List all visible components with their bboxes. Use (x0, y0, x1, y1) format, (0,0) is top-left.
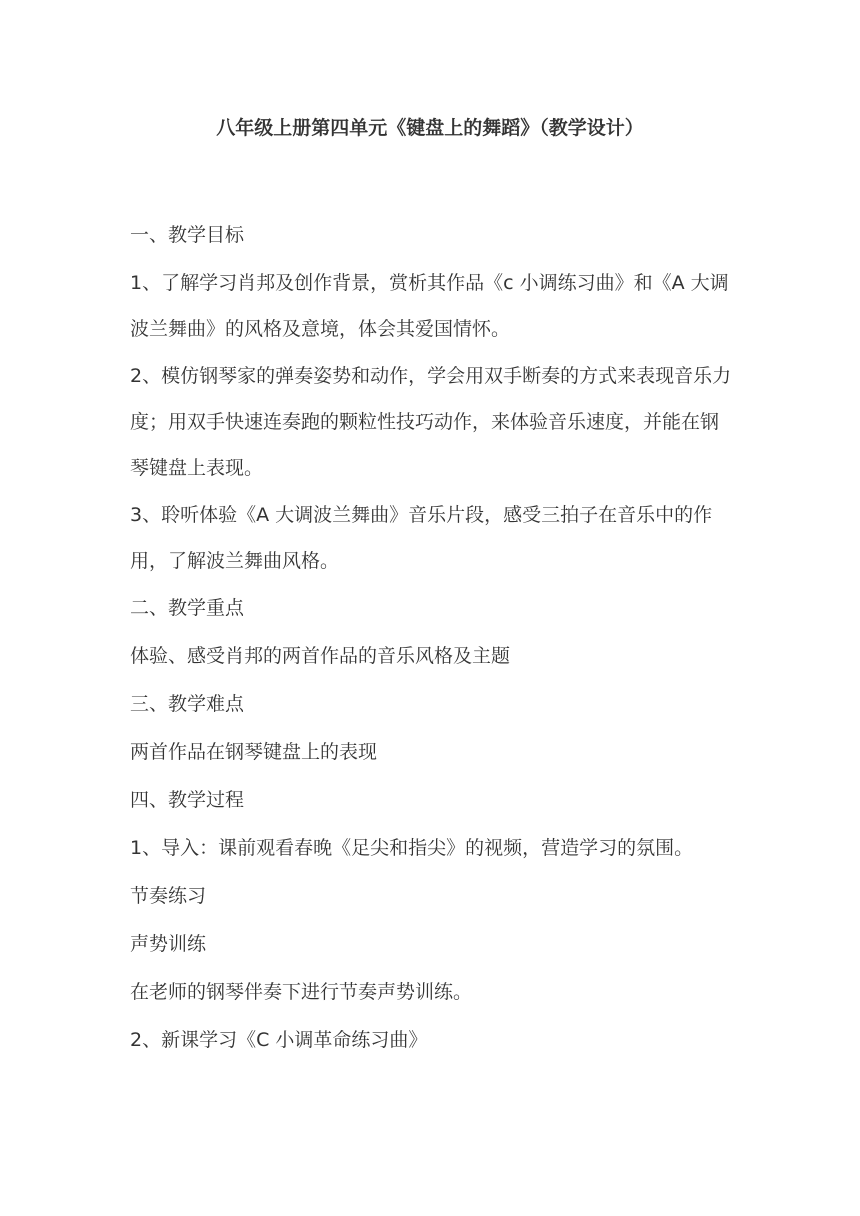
section-heading-key-points: 二、教学重点 (130, 597, 245, 619)
section-heading-difficulties: 三、教学难点 (130, 693, 245, 715)
section-heading-process: 四、教学过程 (130, 789, 245, 811)
section-heading-objectives: 一、教学目标 (130, 224, 245, 246)
training-text: 在老师的钢琴伴奏下进行节奏声势训练。 (130, 981, 473, 1003)
body-percussion-text: 声势训练 (130, 933, 207, 955)
objective-item-3: 3、聆听体验《A 大调波兰舞曲》音乐片段，感受三拍子在音乐中的作用，了解波兰舞曲风格。 (130, 504, 713, 572)
process-step-2: 2、新课学习《C 小调革命练习曲》 (130, 1029, 428, 1051)
rhythm-practice-text: 节奏练习 (130, 885, 207, 907)
objective-item-2: 2、模仿钢琴家的弹奏姿势和动作，学会用双手断奏的方式来表现音乐力度；用双手快速连奏跑的颗粒性技巧动作，来体验音乐速度，并能在钢琴键盘上表现。 (130, 365, 732, 479)
document-body (130, 212, 732, 1065)
key-points-text: 体验、感受肖邦的两首作品的音乐风格及主题 (130, 645, 511, 667)
process-step-1: 1、导入：课前观看春晚《足尖和指尖》的视频，营造学习的氛围。 (130, 837, 694, 859)
difficulties-text: 两首作品在钢琴键盘上的表现 (130, 741, 378, 763)
objective-item-1: 1、了解学习肖邦及创作背景，赏析其作品《c 小调练习曲》和《A 大调波兰舞曲》的风格及意境，体会其爱国情怀。 (130, 272, 729, 340)
document-title: 八年级上册第四单元《键盘上的舞蹈》（教学设计） (216, 117, 644, 139)
